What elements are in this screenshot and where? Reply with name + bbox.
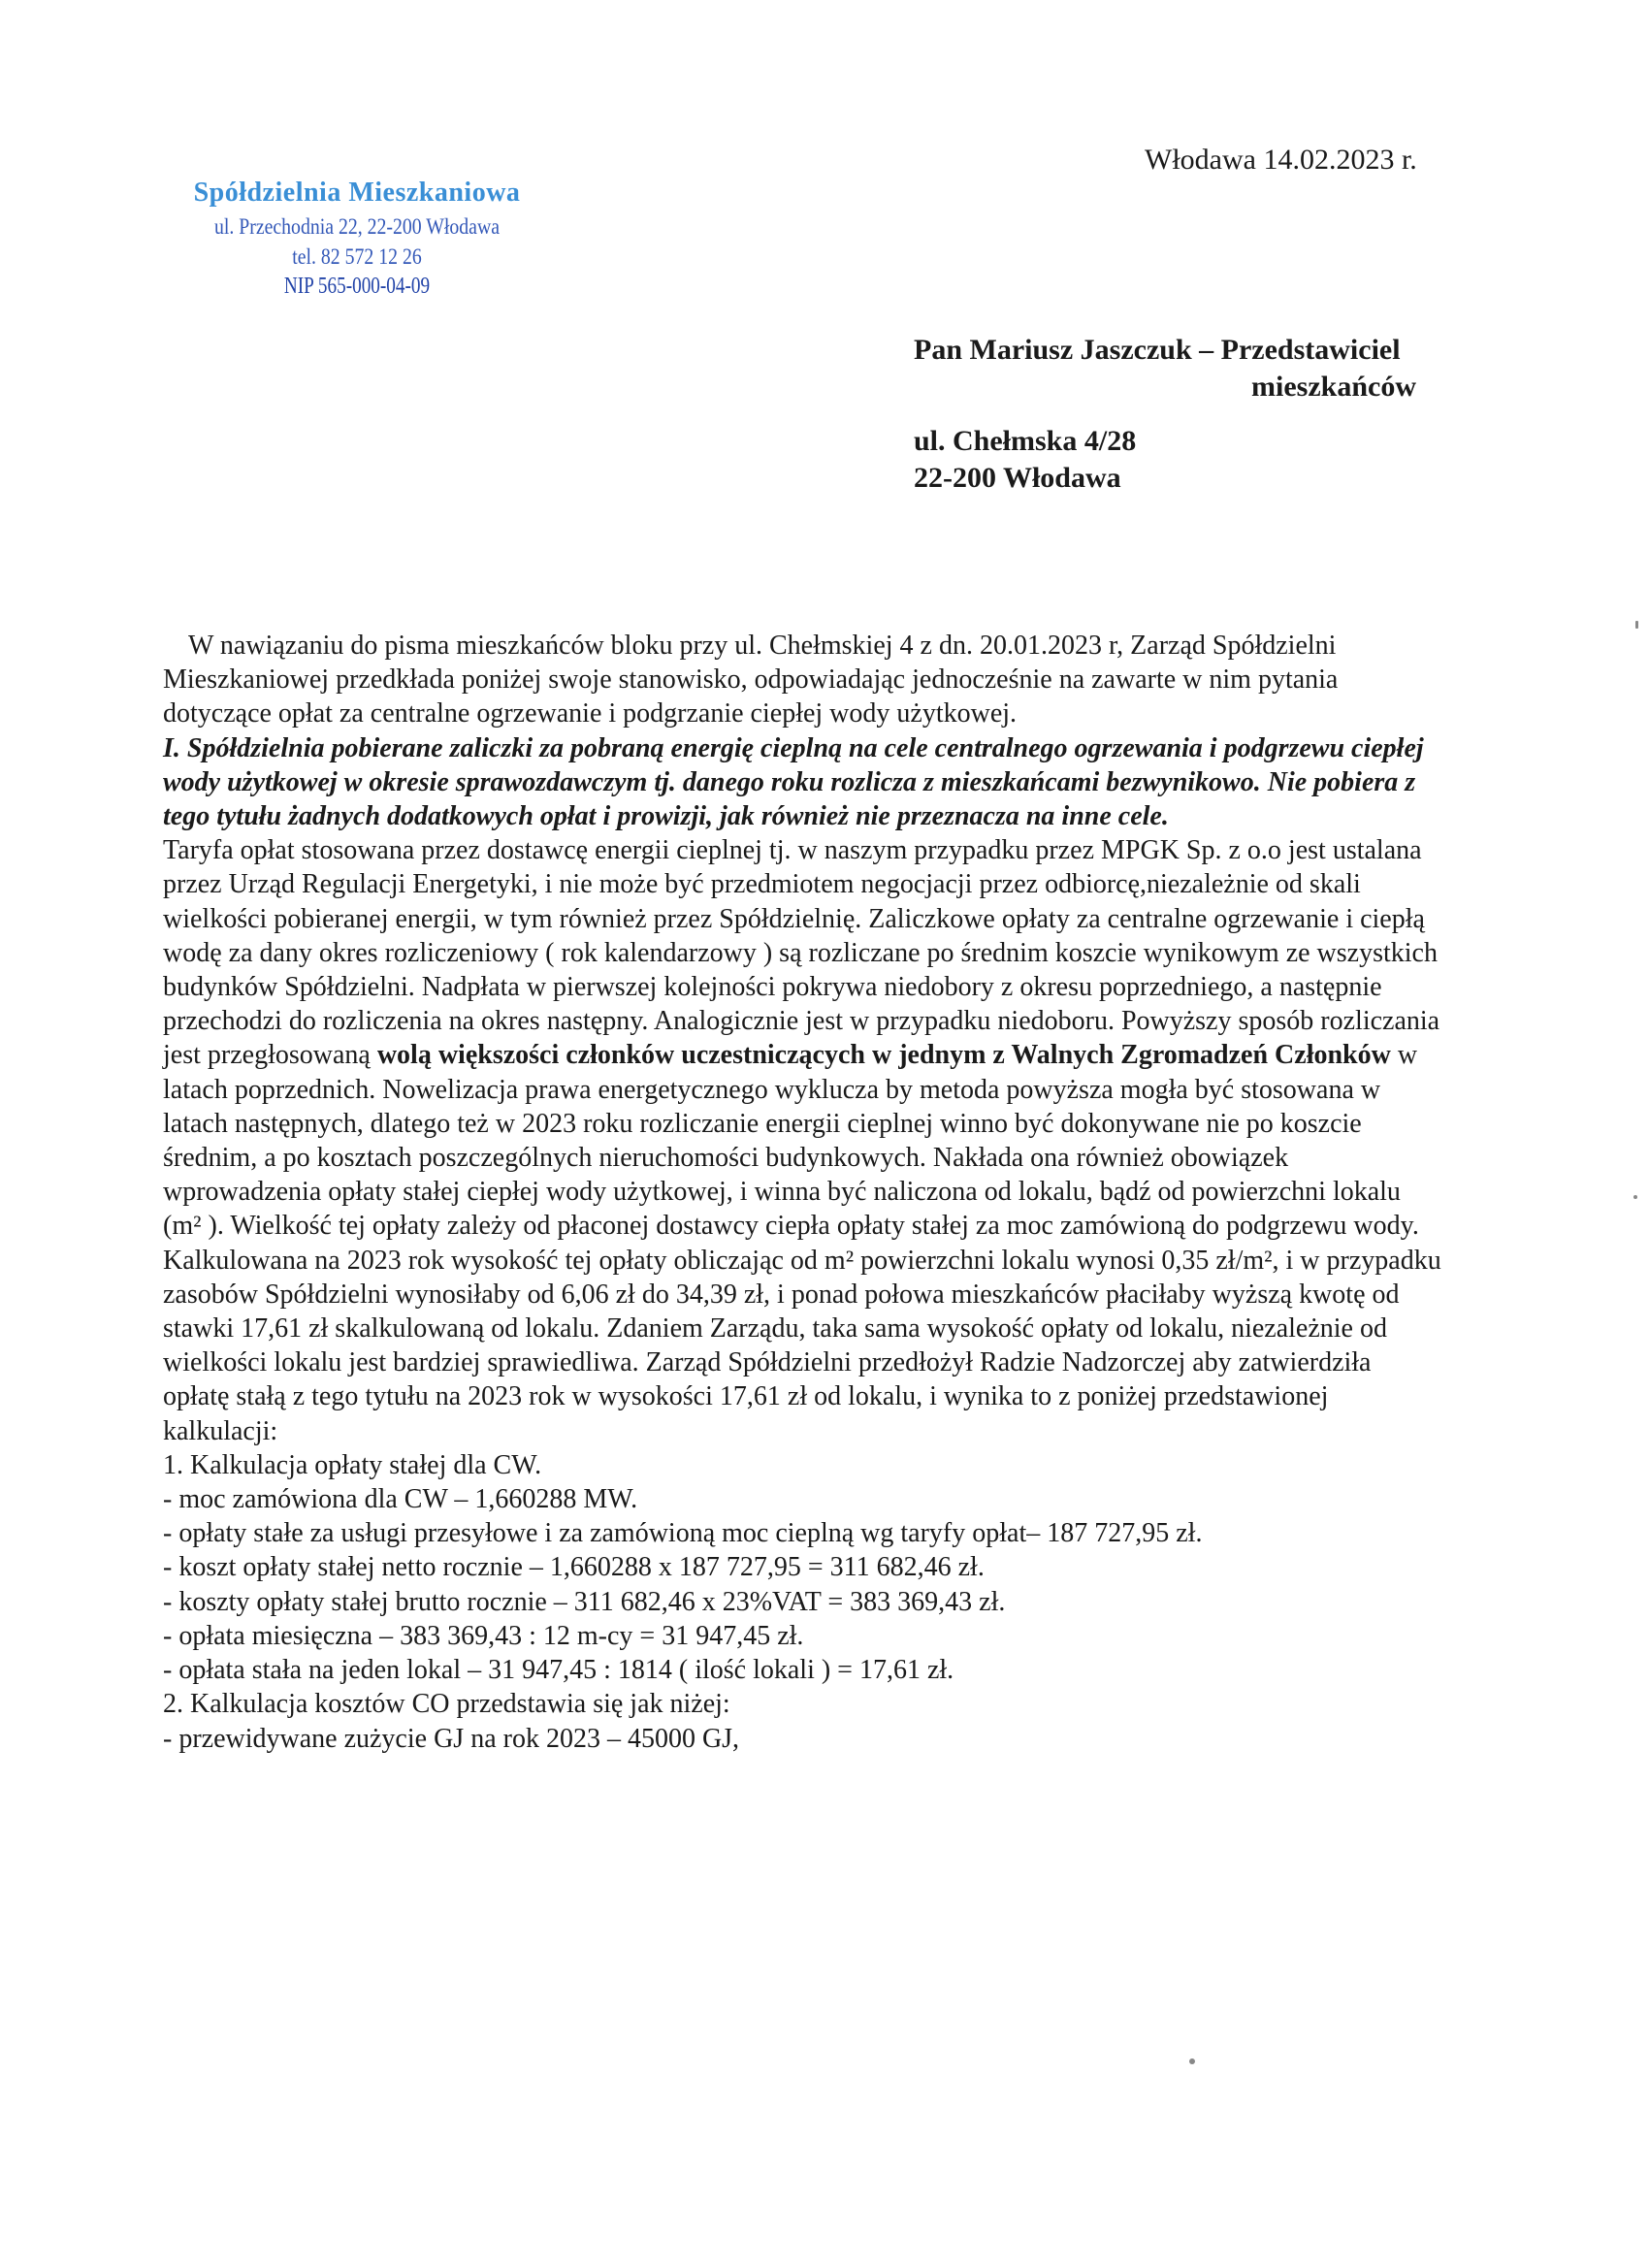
letter-date: Włodawa 14.02.2023 r. [1145, 144, 1417, 176]
stamp-nip: NIP 565-000-04-09 [283, 274, 431, 299]
recipient-street: ul. Chełmska 4/28 [914, 425, 1137, 457]
calc-line: 1. Kalkulacja opłaty stałej dla CW. [163, 1449, 542, 1480]
calc-line: - koszty opłaty stałej brutto rocznie – 311 682,46 x 23%VAT = 383 369,43 zł. [163, 1586, 1006, 1617]
calc-line: - opłata stała na jeden lokal – 31 947,45 : 1814 ( ilość lokali ) = 17,61 zł. [163, 1655, 954, 1686]
scan-speck [1189, 2058, 1195, 2064]
stamp-phone: tel. 82 572 12 26 [292, 244, 422, 269]
tariff-bold-text: wolą większości członków uczestniczących w jednym z Walnych Zgromadzeń Członków [376, 1040, 1391, 1071]
tariff-text: Taryfa opłat stosowana przez dostawcę energii cieplnej tj. w naszym przypadku przez MPGK Sp. z o.o jest ustalana przez Urząd Regulacji Energetyki, i nie może być przedmiotem negocjacji przez odbiorcę,niezależnie od skali wielkości pobieranej energii, w tym również przez Spółdzielnię. Zaliczkowe opłaty za centralne ogrzewanie i ciepłą wodę za dany okres rozliczeniowy ( rok kalendarzowy ) są rozliczane po średnim koszcie wynikowym ze wszystkich budynków Spółdzielni. Nadpłata w pierwszej kolejności pokrywa niedobory z okresu poprzedniego, a następnie przechodzi do rozliczenia na okres następny. Analogicznie jest w przypadku niedoboru. Powyższy sposób rozliczania jest przegłosowaną [163, 835, 1440, 1071]
letter-body [163, 629, 1443, 1756]
tariff-text-rest: w latach poprzednich. Nowelizacja prawa energetycznego wyklucza by metoda powyższa mogła być stosowana w latach następnych, dlatego też w 2023 roku rozliczanie energii cieplnej winno być dokonywane nie po koszcie średnim, a po kosztach poszczególnych nieruchomości budynkowych. Nakłada ona również obowiązek wprowadzenia opłaty stałej ciepłej wody użytkowej, i winna być naliczona od lokalu, bądź od powierzchni lokalu (m² ). Wielkość tej opłaty zależy od płaconej dostawcy ciepła opłaty stałej za moc zamówioną do podgrzewu wody. Kalkulowana na 2023 rok wysokość tej opłaty obliczając od m² powierzchni lokalu wynosi 0,35 zł/m², i w przypadku zasobów Spółdzielni wynosiłaby od 6,06 zł do 34,39 zł, i ponad połowa mieszkańców płaciłaby wyższą kwotę od stawki 17,61 zł skalkulowaną od lokalu. Zdaniem Zarządu, taka sama wysokość opłaty od lokalu, niezależnie od wielkości lokalu jest bardziej sprawiedliwa. Zarząd Spółdzielni przedłożył Radzie Nadzorczej aby zatwierdziła opłatę stałą z tego tytułu na 2023 rok w wysokości 17,61 zł od lokalu, i wynika to z poniżej przedstawionej kalkulacji: [163, 1040, 1441, 1446]
stamp-name: Spółdzielnia Mieszkaniowa [193, 178, 521, 208]
recipient-address [914, 332, 1416, 497]
stamp-street: ul. Przechodnia 22, 22-200 Włodawa [213, 214, 501, 239]
calc-line: - koszt opłaty stałej netto rocznie – 1,660288 x 187 727,95 = 311 682,46 zł. [163, 1552, 985, 1583]
recipient-name: Pan Mariusz Jaszczuk – Przedstawiciel [914, 334, 1401, 366]
calc-line: - przewidywane zużycie GJ na rok 2023 – 45000 GJ, [163, 1723, 740, 1754]
section-1-statement: I. Spółdzielnia pobierane zaliczki za pobraną energię cieplną na cele centralnego ogrzewania i podgrzewu ciepłej wody użytkowej w okresie sprawozdawczym tj. danego roku rozlicza z mieszkańcami bezwynikowo. Nie pobiera z tego tytułu żadnych dodatkowych opłat i prowizji, jak również nie przeznacza na inne cele. [163, 732, 1424, 832]
intro-paragraph: W nawiązaniu do pisma mieszkańców bloku przy ul. Chełmskiej 4 z dn. 20.01.2023 r, Zarząd Spółdzielni Mieszkaniowej przedkłada poniżej swoje stanowisko, odpowiadając jednocześnie na zawarte w nim pytania dotyczące opłat za centralne ogrzewanie i podgrzanie ciepłej wody użytkowej. [163, 631, 1339, 729]
calc-line: 2. Kalkulacja kosztów CO przedstawia się jak niżej: [163, 1689, 730, 1720]
recipient-role: mieszkańców [1251, 371, 1416, 403]
tariff-paragraph [163, 833, 1443, 1448]
recipient-city: 22-200 Włodawa [914, 462, 1121, 494]
calc-line: - opłaty stałe za usługi przesyłowe i za zamówioną moc cieplną wg taryfy opłat– 187 727,95 zł. [163, 1518, 1203, 1549]
address-gap [914, 405, 1416, 423]
calc-line: - opłata miesięczna – 383 369,43 : 12 m-cy = 31 947,45 zł. [163, 1620, 804, 1651]
scan-speck [1635, 621, 1638, 629]
scan-speck [1633, 1195, 1637, 1199]
calc-line: - moc zamówiona dla CW – 1,660288 MW. [163, 1484, 638, 1515]
cooperative-stamp [177, 175, 537, 301]
